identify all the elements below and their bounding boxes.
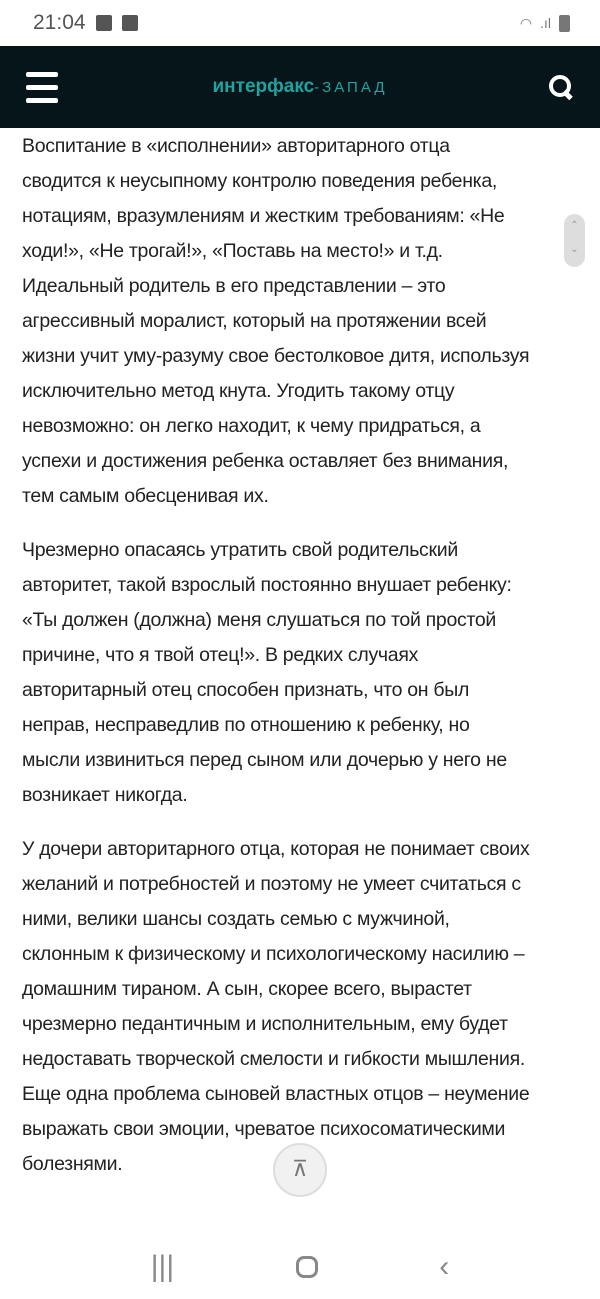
text-line: сводится к неусыпному контролю поведения ребенка, [22, 170, 497, 192]
clock: 21:04 [33, 11, 86, 34]
chevron-up-bar-icon: ⊼ [291, 1156, 309, 1181]
text-line: У дочери авторитарного отца, которая не понимает своих [22, 838, 530, 860]
article-paragraph [22, 533, 600, 813]
signal-icon: .ıl [540, 15, 551, 31]
text-line: ходи!», «Не трогай!», «Поставь на место!» и т.д. [22, 240, 443, 262]
status-bar [0, 0, 600, 46]
text-line: ними, велики шансы создать семью с мужчиной, [22, 908, 450, 930]
scroll-to-top-button[interactable] [273, 1143, 327, 1197]
recent-apps-icon[interactable]: ||| [150, 1250, 175, 1283]
text-line: невозможно: он легко находит, к чему придраться, а [22, 415, 481, 437]
site-logo[interactable]: интерфакс-ЗАПАД [212, 76, 388, 97]
text-line: болезнями. [22, 1153, 123, 1175]
article-paragraph [22, 129, 600, 514]
text-line: возникает никогда. [22, 784, 188, 806]
text-line: желаний и потребностей и поэтому не умеет считаться с [22, 873, 521, 895]
text-line: нотациям, вразумлениям и жестким требованиям: «Не [22, 205, 505, 227]
text-line: склонным к физическому и психологическому насилию – [22, 943, 525, 965]
battery-icon [559, 15, 570, 32]
text-line: Идеальный родитель в его представлении – это [22, 275, 446, 297]
text-line: домашним тираном. А сын, скорее всего, вырастет [22, 978, 472, 1000]
text-line: мысли извиниться перед сыном или дочерью у него не [22, 749, 507, 771]
site-header [0, 46, 600, 128]
back-icon[interactable]: ‹ [439, 1250, 450, 1283]
text-line: Воспитание в «исполнении» авторитарного отца [22, 135, 450, 157]
text-line: Чрезмерно опасаясь утратить свой родительский [22, 539, 458, 561]
article-paragraph [22, 832, 600, 1182]
search-icon[interactable] [548, 74, 574, 100]
article-body [0, 128, 600, 1201]
text-line: жизни учит уму-разуму свое бестолковое дитя, используя [22, 345, 530, 367]
text-line: «Ты должен (должна) меня слушаться по той простой [22, 609, 497, 631]
wifi-icon: ◠ [519, 14, 533, 31]
text-line: агрессивный моралист, который на протяжении всей [22, 310, 487, 332]
text-line: выражать свои эмоции, чреватое психосоматическими [22, 1118, 506, 1140]
text-line: недоставать творческой смелости и гибкости мышления. [22, 1048, 525, 1070]
gallery-icon [96, 15, 112, 31]
system-nav-bar [0, 1235, 600, 1299]
clock-app-icon [122, 15, 138, 31]
text-line: причине, что я твой отец!». В редких случаях [22, 644, 419, 666]
text-line: авторитарный отец способен признать, что он был [22, 679, 470, 701]
text-line: Еще одна проблема сыновей властных отцов – неумение [22, 1083, 530, 1105]
text-line: тем самым обесценивая их. [22, 485, 269, 507]
text-line: исключительно метод кнута. Угодить такому отцу [22, 380, 455, 402]
text-line: чрезмерно педантичным и исполнительным, ему будет [22, 1013, 508, 1035]
scroll-handle[interactable]: ⌃ ⌄ [564, 214, 585, 267]
home-icon[interactable] [296, 1256, 318, 1278]
text-line: успехи и достижения ребенка оставляет без внимания, [22, 450, 509, 472]
text-line: неправ, несправедлив по отношению к ребенку, но [22, 714, 470, 736]
article-content [0, 128, 600, 1235]
text-line: авторитет, такой взрослый постоянно внушает ребенку: [22, 574, 512, 596]
hamburger-icon[interactable] [26, 72, 58, 103]
